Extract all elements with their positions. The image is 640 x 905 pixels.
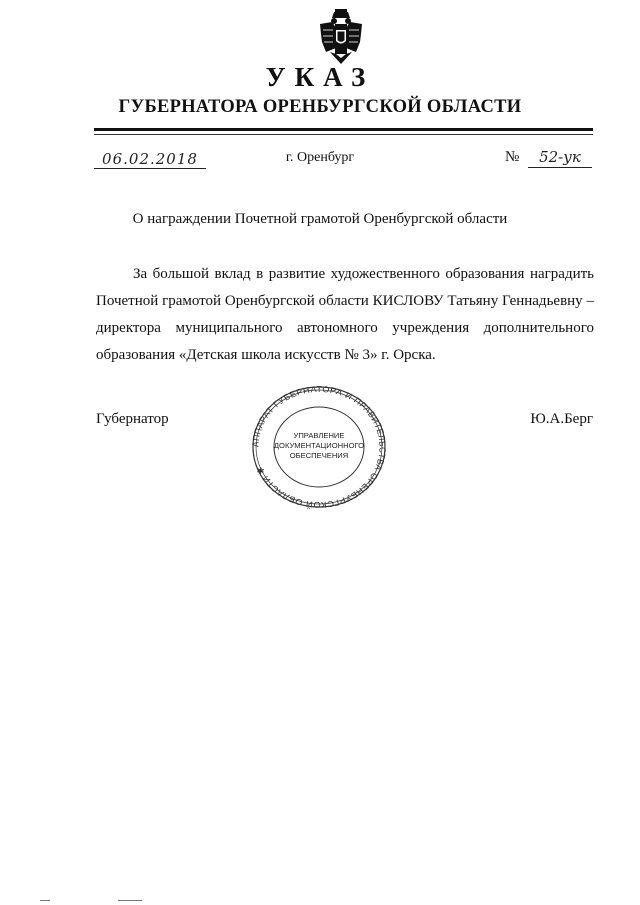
stamp-center-line: ДОКУМЕНТАЦИОННОГО <box>273 441 365 450</box>
stamp-ring-text: АППАРАТ ГУБЕРНАТОРА И ПРАВИТЕЛЬСТВА ОРЕНБУРГСКОЙ ОБЛАСТИ ✱ <box>250 384 388 510</box>
handwritten-date: 06.02.2018 <box>102 150 198 168</box>
stamp-center-line: УПРАВЛЕНИЕ <box>293 431 345 440</box>
handwritten-number: 52-ук <box>539 148 581 166</box>
body-line: образования «Детская школа искусств № 3» г. Орска. <box>96 347 436 363</box>
signatory-name: Ю.А.Берг <box>530 411 593 427</box>
coat-of-arms-icon <box>318 8 364 66</box>
header-rule-thin <box>94 134 593 135</box>
body-line: Почетной грамотой Оренбургской области КИСЛОВУ Татьяну Геннадьевну – <box>96 293 594 309</box>
document-title: УКАЗ <box>265 62 375 92</box>
date-underline <box>94 168 206 169</box>
number-underline <box>528 167 592 168</box>
body-line: За большой вклад в развитие художественного образования наградить <box>133 266 594 282</box>
scan-artifact <box>40 900 50 901</box>
signatory-position: Губернатор <box>96 411 169 427</box>
issue-city: г. Оренбург <box>285 150 355 165</box>
decree-subject: О награждении Почетной грамотой Оренбургской области <box>132 211 508 227</box>
official-stamp <box>248 384 390 510</box>
stamp-center-line: ОБЕСПЕЧЕНИЯ <box>289 451 349 460</box>
document-issuer: ГУБЕРНАТОРА ОРЕНБУРГСКОЙ ОБЛАСТИ <box>118 97 522 117</box>
number-field <box>528 148 592 166</box>
number-sign: № <box>505 149 520 165</box>
scan-artifact <box>118 900 142 901</box>
decree-body <box>96 261 594 369</box>
body-line: директора муниципального автономного учреждения дополнительного <box>96 320 594 336</box>
header-rule-thick <box>94 128 593 131</box>
